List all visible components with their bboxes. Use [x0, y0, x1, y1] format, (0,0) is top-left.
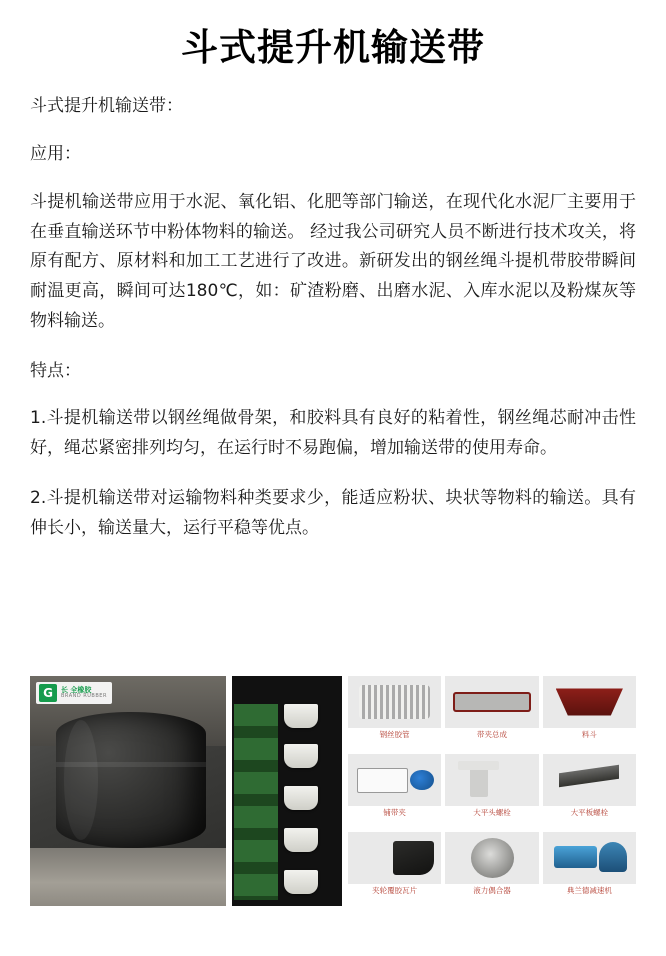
product-cell	[348, 676, 441, 750]
logo-text	[61, 687, 107, 699]
paragraph-application-body: 斗提机输送带应用于水泥、氧化铝、化肥等部门输送，在现代化水泥厂主要用于在垂直输送环节中粉体物料的输送。 经过我公司研究人员不断进行技术攻关，将原有配方、原材料和加工工艺进行了改进。新研发出的钢丝绳斗提机带胶带瞬间耐温更高，瞬间可达180℃，如：矿渣粉磨、出磨水泥、入库水泥以及粉煤灰等物料输送。	[30, 191, 636, 331]
belt-clip-icon	[348, 754, 441, 806]
logo-mark-icon: G	[39, 684, 57, 702]
paragraph-heading-features: 特点：	[30, 360, 81, 381]
product-caption: 液力偶合器	[473, 886, 511, 895]
rubber-lagging-tile-icon	[348, 832, 441, 884]
bucket-item	[284, 744, 318, 768]
logo-text-cn: 长 全橡胶	[61, 686, 92, 694]
product-caption: 夹轮覆胶瓦片	[372, 886, 418, 895]
bucket-item	[284, 828, 318, 852]
flat-head-bolt-icon	[445, 754, 538, 806]
product-cell	[348, 832, 441, 906]
hopper-bucket-icon	[543, 676, 636, 728]
flat-plate-bolt-icon	[543, 754, 636, 806]
paragraph-heading-application: 应用：	[30, 144, 81, 165]
photo-floor	[30, 848, 226, 906]
hydraulic-coupler-icon	[445, 832, 538, 884]
product-caption: 钢丝胶管	[379, 730, 410, 739]
belt-seam-line	[56, 762, 206, 767]
wire-rope-icon	[348, 676, 441, 728]
product-caption: 大平板螺栓	[570, 808, 609, 817]
bucket-item	[284, 870, 318, 894]
product-caption: 大平头螺栓	[473, 808, 511, 817]
product-cell	[543, 832, 636, 906]
product-cell	[543, 754, 636, 828]
gear-reducer-motor-icon	[543, 832, 636, 884]
product-caption: 典兰德减速机	[566, 886, 612, 895]
product-cell	[445, 832, 538, 906]
bucket-item	[284, 786, 318, 810]
paragraph-feature-2: 2.斗提机输送带对运输物料种类要求少，能适应粉状、块状等物料的输送。具有伸长小，输送量大，运行平稳等优点。	[30, 487, 636, 538]
green-rack	[234, 704, 278, 900]
product-cell	[445, 754, 538, 828]
photo-bucket-racks	[232, 676, 342, 906]
bucket-item	[284, 704, 318, 728]
product-thumbnail-grid	[348, 676, 636, 906]
page-title: 斗式提升机输送带	[181, 26, 485, 69]
product-image-gallery	[30, 676, 636, 906]
document-page	[0, 26, 666, 956]
conveyor-belt-roll	[56, 712, 206, 848]
product-caption: 带夹总成	[476, 730, 507, 739]
product-caption: 铺带夹	[383, 808, 406, 817]
product-cell	[543, 676, 636, 750]
product-caption: 料斗	[581, 730, 597, 739]
article-body	[0, 92, 666, 543]
brand-logo	[36, 682, 112, 704]
logo-text-en: BRAND RUBBER	[61, 693, 107, 699]
paragraph-intro: 斗式提升机输送带：	[30, 96, 183, 117]
photo-belt-roll	[30, 676, 226, 906]
paragraph-feature-1: 1.斗提机输送带以钢丝绳做骨架，和胶料具有良好的粘着性，钢丝绳芯耐冲击性好，绳芯紧密排列均匀，在运行时不易跑偏，增加输送带的使用寿命。	[30, 408, 636, 459]
belt-clamp-assembly-icon	[445, 676, 538, 728]
product-cell	[348, 754, 441, 828]
product-cell	[445, 676, 538, 750]
